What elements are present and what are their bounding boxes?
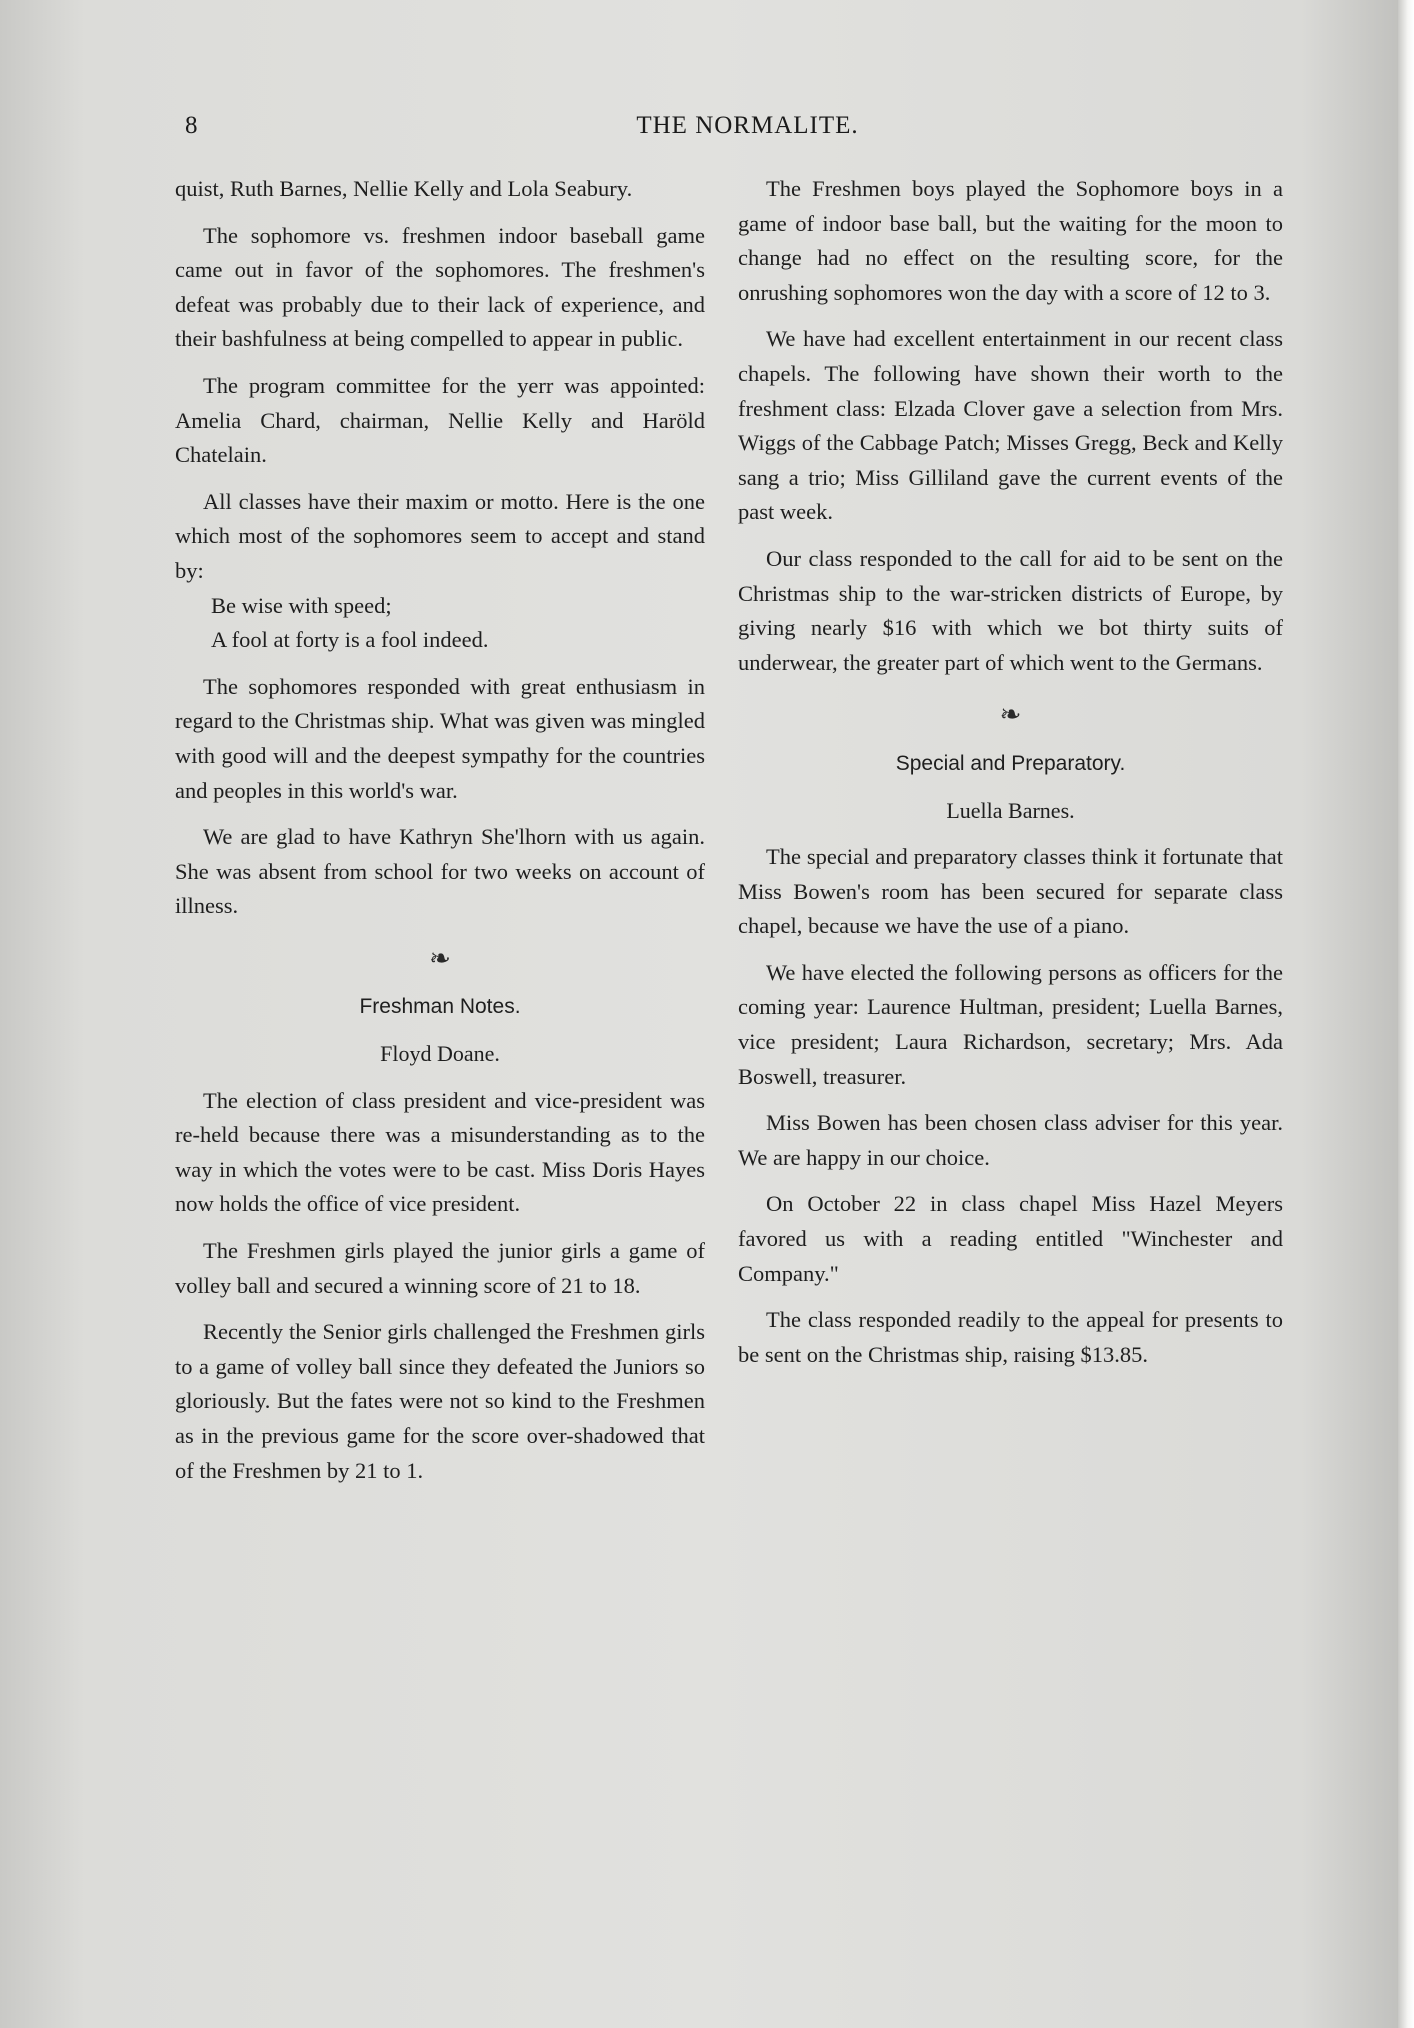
paragraph-continuation: quist, Ruth Barnes, Nellie Kelly and Lola Seabury. bbox=[175, 176, 633, 201]
byline-special: Luella Barnes. bbox=[946, 797, 1075, 823]
paragraph-volley-senior: Recently the Senior girls challenged the Freshmen girls to a game of volley ball since they defeated the Juniors so gloriously. But the fates were not so kind to the Freshmen as in the previous game for the score over-shadowed that of the Freshmen by 21 to 1. bbox=[175, 1319, 705, 1483]
paragraph-room: The special and preparatory classes think it fortunate that Miss Bowen's room has been secured for separate class chapel, because we have the use of a piano. bbox=[738, 844, 1283, 939]
paragraph-boys-baseball: The Freshmen boys played the Sophomore boys in a game of indoor base ball, but the waiting for the moon to change had no effect on the resulting score, for the onrushing sophomores won the day with a score of 12 to 3. bbox=[738, 176, 1283, 305]
paragraph-chapels: We have had excellent entertainment in our recent class chapels. The following have shown their worth to the freshment class: Elzada Clover gave a selection from Mrs. Wiggs of the Cabbage Patch; Misses Gregg, Beck and Kelly sang a trio; Miss Gilliland gave the current events of the past week. bbox=[738, 326, 1283, 525]
byline-freshman: Floyd Doane. bbox=[380, 1041, 500, 1067]
paragraph-christmas-aid: Our class responded to the call for aid to be sent on the Christmas ship to the war-stricken districts of Europe, by giving nearly $16 with which we bot thirty suits of underwear, the greater part of which went to the Germans. bbox=[738, 545, 1283, 675]
section-ornament: ❧ bbox=[429, 943, 451, 973]
paragraph-officers: We have elected the following persons as officers for the coming year: Laurence Hultman, president; Luella Barnes, vice president; Laura Richardson, secretary; Mrs. Ada Boswell, treasurer. bbox=[738, 959, 1283, 1089]
motto-line-1: Be wise with speed; bbox=[211, 592, 392, 618]
paragraph-baseball: The sophomore vs. freshmen indoor baseball game came out in favor of the sophomores. The freshmen's defeat was probably due to their lack of experience, and their bashfulness at being compelled to appear in public. bbox=[175, 222, 705, 352]
paragraph-christmas-ship: The sophomores responded with great enthusiasm in regard to the Christmas ship. What was given was mingled with good will and the deepest sympathy for the countries and peoples in this world's war. bbox=[175, 673, 705, 803]
paragraph-program-committee: The program committee for the yerr was appointed: Amelia Chard, chairman, Nellie Kelly and Haröld Chatelain. bbox=[175, 372, 705, 468]
paragraph-kathryn: We are glad to have Kathryn She'lhorn with us again. She was absent from school for two weeks on account of illness. bbox=[175, 824, 705, 919]
paragraph-election: The election of class president and vice-president was re-held because there was a misunderstanding as to the way in which the votes were to be cast. Miss Doris Hayes now holds the office of vice president. bbox=[175, 1087, 705, 1217]
page-header bbox=[185, 112, 1310, 148]
section-heading-freshman: Freshman Notes. bbox=[359, 995, 521, 1019]
page-edge bbox=[1398, 0, 1414, 2028]
paragraph-motto: All classes have their maxim or motto. Here is the one which most of the sophomores seem to accept and stand by: bbox=[175, 488, 705, 583]
paragraph-adviser: Miss Bowen has been chosen class adviser for this year. We are happy in our choice. bbox=[738, 1110, 1283, 1170]
right-column bbox=[738, 172, 1283, 1384]
section-heading-special: Special and Preparatory. bbox=[895, 751, 1126, 775]
paragraph-reading: On October 22 in class chapel Miss Hazel Meyers favored us with a reading entitled "Winchester and Company." bbox=[738, 1191, 1283, 1286]
paragraph-presents: The class responded readily to the appeal for presents to be sent on the Christmas ship, raising $13.85. bbox=[738, 1307, 1283, 1367]
left-column bbox=[175, 172, 705, 1500]
page-number: 8 bbox=[185, 112, 198, 139]
motto-line-2: A fool at forty is a fool indeed. bbox=[211, 627, 489, 653]
journal-title: THE NORMALITE. bbox=[636, 112, 859, 139]
section-ornament: ❧ bbox=[999, 700, 1022, 730]
paragraph-volley-junior: The Freshmen girls played the junior girls a game of volley ball and secured a winning score of 21 to 18. bbox=[175, 1238, 705, 1298]
